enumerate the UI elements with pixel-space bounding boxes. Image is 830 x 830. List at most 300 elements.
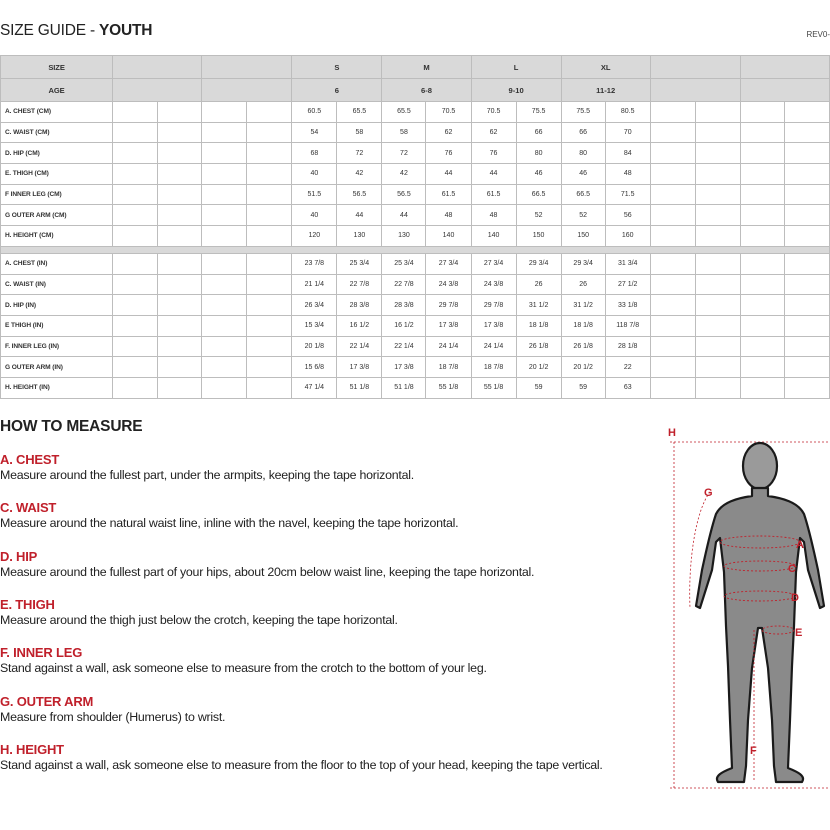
empty-cell xyxy=(784,143,829,164)
value-cell: 20 1/2 xyxy=(516,357,561,378)
empty-cell xyxy=(650,143,695,164)
measure-title: G. OUTER ARM xyxy=(0,693,94,709)
value-cell: 71.5 xyxy=(605,184,650,205)
measure-description: Measure around the fullest part, under the armpits, keeping the tape horizontal. xyxy=(0,468,414,482)
value-cell: 59 xyxy=(516,377,561,398)
value-cell: 29 3/4 xyxy=(516,253,561,274)
empty-cell xyxy=(113,143,158,164)
empty-cell xyxy=(113,377,158,398)
empty-cell xyxy=(247,357,292,378)
value-cell: 28 1/8 xyxy=(605,336,650,357)
value-cell: 18 1/8 xyxy=(561,315,605,336)
empty-cell xyxy=(695,164,740,185)
value-cell: 25 3/4 xyxy=(382,253,426,274)
age-header-cell: 9-10 xyxy=(471,79,561,102)
value-cell: 63 xyxy=(605,377,650,398)
value-cell: 66.5 xyxy=(516,184,561,205)
row-label: G OUTER ARM (IN) xyxy=(1,357,113,378)
empty-cell xyxy=(158,357,202,378)
empty-cell xyxy=(784,164,829,185)
value-cell: 150 xyxy=(561,226,605,247)
empty-cell xyxy=(158,102,202,123)
measure-title: A. CHEST xyxy=(0,452,60,467)
empty-cell xyxy=(202,226,247,247)
empty-cell xyxy=(158,184,202,205)
value-cell: 52 xyxy=(561,205,605,226)
age-header-cell: 6 xyxy=(292,79,382,102)
age-header-cell: 6-8 xyxy=(382,79,471,102)
table-row xyxy=(1,336,830,357)
empty-cell xyxy=(740,295,784,316)
empty-header-cell xyxy=(650,79,740,102)
row-label: H. HEIGHT (CM) xyxy=(1,226,113,247)
measure-title: H. HEIGHT xyxy=(0,741,64,757)
row-label: A. CHEST (IN) xyxy=(1,253,113,274)
value-cell: 29 3/4 xyxy=(561,253,605,274)
value-cell: 118 7/8 xyxy=(605,315,650,336)
value-cell: 46 xyxy=(516,164,561,185)
empty-cell xyxy=(247,164,292,185)
table-row xyxy=(1,274,830,295)
empty-cell xyxy=(695,205,740,226)
empty-header-cell xyxy=(113,56,202,79)
empty-cell xyxy=(158,336,202,357)
measure-title: E. THIGH xyxy=(0,596,55,612)
empty-cell xyxy=(158,143,202,164)
body-diagram-svg xyxy=(660,420,830,800)
empty-cell xyxy=(695,336,740,357)
value-cell: 65.5 xyxy=(382,102,426,123)
empty-cell xyxy=(158,226,202,247)
row-label: E. THIGH (CM) xyxy=(1,164,113,185)
value-cell: 68 xyxy=(292,143,337,164)
empty-cell xyxy=(740,336,784,357)
empty-cell xyxy=(113,274,158,295)
row-label: F INNER LEG (CM) xyxy=(1,184,113,205)
value-cell: 75.5 xyxy=(516,102,561,123)
measure-title: C. WAIST xyxy=(0,500,57,516)
empty-cell xyxy=(247,205,292,226)
empty-cell xyxy=(740,164,784,185)
empty-cell xyxy=(202,336,247,357)
empty-cell xyxy=(113,336,158,357)
empty-cell xyxy=(650,315,695,336)
empty-cell xyxy=(650,205,695,226)
value-cell: 51 1/8 xyxy=(382,377,426,398)
value-cell: 66.5 xyxy=(561,184,605,205)
value-cell: 160 xyxy=(605,226,650,247)
size-header-cell: L xyxy=(471,56,561,79)
empty-header-cell xyxy=(202,56,292,79)
table-row xyxy=(1,226,830,247)
value-cell: 55 1/8 xyxy=(471,377,516,398)
value-cell: 51.5 xyxy=(292,184,337,205)
value-cell: 20 1/2 xyxy=(561,357,605,378)
empty-header-cell xyxy=(740,56,829,79)
empty-cell xyxy=(247,295,292,316)
empty-cell xyxy=(247,253,292,274)
marker-d: D xyxy=(791,592,799,604)
row-label: F. INNER LEG (IN) xyxy=(1,336,113,357)
value-cell: 47 1/4 xyxy=(292,377,337,398)
empty-cell xyxy=(784,315,829,336)
empty-cell xyxy=(650,295,695,316)
empty-cell xyxy=(650,253,695,274)
table-row xyxy=(1,253,830,274)
value-cell: 42 xyxy=(337,164,382,185)
title-prefix: SIZE GUIDE - xyxy=(0,22,100,39)
row-label: G OUTER ARM (CM) xyxy=(1,205,113,226)
value-cell: 58 xyxy=(382,122,426,143)
value-cell: 22 7/8 xyxy=(382,274,426,295)
value-cell: 26 3/4 xyxy=(292,295,337,316)
table-row xyxy=(1,102,830,123)
empty-cell xyxy=(158,253,202,274)
empty-cell xyxy=(695,102,740,123)
value-cell: 21 1/4 xyxy=(292,274,337,295)
marker-c: C xyxy=(788,563,796,575)
empty-cell xyxy=(113,226,158,247)
value-cell: 31 1/2 xyxy=(561,295,605,316)
empty-cell xyxy=(784,184,829,205)
marker-f: F xyxy=(750,745,757,757)
empty-header-cell xyxy=(650,56,740,79)
row-label: C. WAIST (IN) xyxy=(1,274,113,295)
value-cell: 16 1/2 xyxy=(382,315,426,336)
empty-cell xyxy=(784,295,829,316)
empty-cell xyxy=(695,357,740,378)
empty-cell xyxy=(247,226,292,247)
figure-silhouette xyxy=(696,443,824,782)
age-header-cell: 11-12 xyxy=(561,79,650,102)
value-cell: 29 7/8 xyxy=(426,295,471,316)
measure-description: Measure around the thigh just below the crotch, keeping the tape horizontal. xyxy=(0,612,398,627)
empty-cell xyxy=(202,357,247,378)
empty-cell xyxy=(247,315,292,336)
empty-cell xyxy=(202,184,247,205)
title-category: YOUTH xyxy=(99,22,153,39)
value-cell: 22 xyxy=(605,357,650,378)
measure-description: Measure around the natural waist line, inline with the navel, keeping the tape horizontal. xyxy=(0,516,459,531)
value-cell: 33 1/8 xyxy=(605,295,650,316)
empty-cell xyxy=(113,253,158,274)
empty-cell xyxy=(650,122,695,143)
value-cell: 56.5 xyxy=(337,184,382,205)
value-cell: 26 xyxy=(561,274,605,295)
empty-cell xyxy=(202,122,247,143)
value-cell: 26 1/8 xyxy=(561,336,605,357)
value-cell: 62 xyxy=(426,122,471,143)
value-cell: 56 xyxy=(605,205,650,226)
table-row xyxy=(1,205,830,226)
empty-cell xyxy=(113,102,158,123)
empty-cell xyxy=(695,184,740,205)
value-cell: 84 xyxy=(605,143,650,164)
table-separator xyxy=(1,246,830,253)
empty-cell xyxy=(740,274,784,295)
empty-cell xyxy=(158,205,202,226)
value-cell: 17 3/8 xyxy=(382,357,426,378)
value-cell: 28 3/8 xyxy=(337,295,382,316)
empty-cell xyxy=(202,253,247,274)
value-cell: 15 6/8 xyxy=(292,357,337,378)
empty-cell xyxy=(247,274,292,295)
value-cell: 54 xyxy=(292,122,337,143)
empty-cell xyxy=(740,315,784,336)
value-cell: 40 xyxy=(292,164,337,185)
value-cell: 44 xyxy=(426,164,471,185)
size-header-cell: S xyxy=(292,56,382,79)
page-title xyxy=(0,22,152,40)
value-cell: 42 xyxy=(382,164,426,185)
value-cell: 18 7/8 xyxy=(471,357,516,378)
empty-cell xyxy=(784,205,829,226)
empty-cell xyxy=(740,184,784,205)
figure-head xyxy=(743,443,777,489)
value-cell: 18 7/8 xyxy=(426,357,471,378)
empty-cell xyxy=(784,336,829,357)
value-cell: 44 xyxy=(471,164,516,185)
value-cell: 20 1/8 xyxy=(292,336,337,357)
value-cell: 44 xyxy=(382,205,426,226)
row-label: D. HIP (CM) xyxy=(1,143,113,164)
row-label: H. HEIGHT (IN) xyxy=(1,377,113,398)
value-cell: 70 xyxy=(605,122,650,143)
empty-cell xyxy=(113,122,158,143)
value-cell: 120 xyxy=(292,226,337,247)
empty-cell xyxy=(695,143,740,164)
value-cell: 48 xyxy=(426,205,471,226)
empty-cell xyxy=(740,357,784,378)
value-cell: 15 3/4 xyxy=(292,315,337,336)
value-cell: 16 1/2 xyxy=(337,315,382,336)
row-label: D. HIP (IN) xyxy=(1,295,113,316)
size-header-cell: M xyxy=(382,56,471,79)
empty-cell xyxy=(650,336,695,357)
empty-cell xyxy=(202,164,247,185)
empty-cell xyxy=(247,122,292,143)
value-cell: 80 xyxy=(561,143,605,164)
value-cell: 48 xyxy=(471,205,516,226)
value-cell: 60.5 xyxy=(292,102,337,123)
empty-cell xyxy=(740,122,784,143)
value-cell: 27 3/4 xyxy=(471,253,516,274)
row-label: C. WAIST (CM) xyxy=(1,122,113,143)
empty-cell xyxy=(740,253,784,274)
figure-body xyxy=(696,488,824,782)
empty-cell xyxy=(695,253,740,274)
size-table xyxy=(0,55,830,399)
value-cell: 80.5 xyxy=(605,102,650,123)
separator-cell xyxy=(1,246,830,253)
empty-header-cell xyxy=(202,79,292,102)
marker-a: A xyxy=(796,539,804,551)
empty-cell xyxy=(740,205,784,226)
empty-cell xyxy=(202,274,247,295)
empty-cell xyxy=(113,295,158,316)
value-cell: 56.5 xyxy=(382,184,426,205)
empty-cell xyxy=(247,102,292,123)
empty-cell xyxy=(113,184,158,205)
marker-e: E xyxy=(795,627,803,639)
empty-cell xyxy=(740,377,784,398)
empty-cell xyxy=(113,315,158,336)
empty-cell xyxy=(158,295,202,316)
empty-cell xyxy=(740,102,784,123)
marker-g: G xyxy=(704,487,713,499)
empty-cell xyxy=(650,184,695,205)
empty-cell xyxy=(202,315,247,336)
value-cell: 140 xyxy=(426,226,471,247)
value-cell: 55 1/8 xyxy=(426,377,471,398)
empty-cell xyxy=(650,164,695,185)
marker-h: H xyxy=(668,427,676,439)
empty-cell xyxy=(650,226,695,247)
value-cell: 58 xyxy=(337,122,382,143)
revision-code: REV0- xyxy=(806,30,830,39)
value-cell: 17 3/8 xyxy=(426,315,471,336)
table-row xyxy=(1,377,830,398)
value-cell: 17 3/8 xyxy=(337,357,382,378)
value-cell: 18 1/8 xyxy=(516,315,561,336)
row-label: A. CHEST (CM) xyxy=(1,102,113,123)
empty-cell xyxy=(650,357,695,378)
value-cell: 46 xyxy=(561,164,605,185)
value-cell: 26 xyxy=(516,274,561,295)
value-cell: 59 xyxy=(561,377,605,398)
empty-cell xyxy=(202,377,247,398)
empty-cell xyxy=(113,205,158,226)
empty-cell xyxy=(113,357,158,378)
measure-description: Measure around the fullest part of your hips, about 20cm below waist line, keeping the tape horizontal. xyxy=(0,564,535,579)
empty-cell xyxy=(695,122,740,143)
value-cell: 17 3/8 xyxy=(471,315,516,336)
value-cell: 70.5 xyxy=(471,102,516,123)
table-row xyxy=(1,295,830,316)
value-cell: 22 7/8 xyxy=(337,274,382,295)
empty-cell xyxy=(158,315,202,336)
value-cell: 66 xyxy=(561,122,605,143)
empty-cell xyxy=(740,226,784,247)
value-cell: 31 3/4 xyxy=(605,253,650,274)
row-label: E THIGH (IN) xyxy=(1,315,113,336)
value-cell: 27 1/2 xyxy=(605,274,650,295)
value-cell: 26 1/8 xyxy=(516,336,561,357)
measure-description: Stand against a wall, ask someone else to measure from the crotch to the bottom of your leg. xyxy=(0,661,487,676)
value-cell: 130 xyxy=(337,226,382,247)
value-cell: 75.5 xyxy=(561,102,605,123)
measure-description: Measure from shoulder (Humerus) to wrist. xyxy=(0,709,226,724)
value-cell: 65.5 xyxy=(337,102,382,123)
empty-cell xyxy=(695,377,740,398)
value-cell: 24 1/4 xyxy=(471,336,516,357)
value-cell: 76 xyxy=(471,143,516,164)
measure-description: Stand against a wall, ask someone else to measure from the floor to the top of your head, keeping the tape vertical. xyxy=(0,757,603,772)
value-cell: 150 xyxy=(516,226,561,247)
value-cell: 61.5 xyxy=(426,184,471,205)
empty-cell xyxy=(784,122,829,143)
empty-cell xyxy=(247,377,292,398)
value-cell: 25 3/4 xyxy=(337,253,382,274)
value-cell: 48 xyxy=(605,164,650,185)
table-row xyxy=(1,143,830,164)
size-header-row xyxy=(1,56,830,79)
value-cell: 24 3/8 xyxy=(471,274,516,295)
measure-title: D. HIP xyxy=(0,548,38,564)
empty-cell xyxy=(784,226,829,247)
value-cell: 24 3/8 xyxy=(426,274,471,295)
value-cell: 27 3/4 xyxy=(426,253,471,274)
table-row xyxy=(1,184,830,205)
value-cell: 40 xyxy=(292,205,337,226)
empty-cell xyxy=(695,315,740,336)
table-row xyxy=(1,164,830,185)
empty-cell xyxy=(784,357,829,378)
empty-cell xyxy=(158,164,202,185)
value-cell: 62 xyxy=(471,122,516,143)
empty-cell xyxy=(695,226,740,247)
size-header-cell: XL xyxy=(561,56,650,79)
empty-cell xyxy=(650,102,695,123)
empty-cell xyxy=(158,122,202,143)
empty-cell xyxy=(202,205,247,226)
how-to-heading: HOW TO MEASURE xyxy=(0,418,143,435)
value-cell: 29 7/8 xyxy=(471,295,516,316)
empty-header-cell xyxy=(740,79,829,102)
size-header-label: SIZE xyxy=(1,56,113,79)
table-row xyxy=(1,122,830,143)
age-header-label: AGE xyxy=(1,79,113,102)
empty-cell xyxy=(784,102,829,123)
empty-cell xyxy=(784,377,829,398)
empty-cell xyxy=(784,253,829,274)
value-cell: 72 xyxy=(382,143,426,164)
empty-header-cell xyxy=(113,79,202,102)
value-cell: 61.5 xyxy=(471,184,516,205)
empty-cell xyxy=(247,143,292,164)
value-cell: 44 xyxy=(337,205,382,226)
body-diagram xyxy=(660,420,830,800)
empty-cell xyxy=(740,143,784,164)
empty-cell xyxy=(202,295,247,316)
value-cell: 28 3/8 xyxy=(382,295,426,316)
value-cell: 72 xyxy=(337,143,382,164)
table-row xyxy=(1,357,830,378)
empty-cell xyxy=(650,274,695,295)
empty-cell xyxy=(695,295,740,316)
value-cell: 22 1/4 xyxy=(337,336,382,357)
value-cell: 23 7/8 xyxy=(292,253,337,274)
value-cell: 31 1/2 xyxy=(516,295,561,316)
value-cell: 140 xyxy=(471,226,516,247)
empty-cell xyxy=(113,164,158,185)
empty-cell xyxy=(202,143,247,164)
table-row xyxy=(1,315,830,336)
empty-cell xyxy=(202,102,247,123)
empty-cell xyxy=(247,336,292,357)
empty-cell xyxy=(158,377,202,398)
value-cell: 66 xyxy=(516,122,561,143)
empty-cell xyxy=(650,377,695,398)
value-cell: 76 xyxy=(426,143,471,164)
measure-title: F. INNER LEG xyxy=(0,645,83,661)
value-cell: 52 xyxy=(516,205,561,226)
empty-cell xyxy=(247,184,292,205)
value-cell: 51 1/8 xyxy=(337,377,382,398)
value-cell: 130 xyxy=(382,226,426,247)
value-cell: 80 xyxy=(516,143,561,164)
empty-cell xyxy=(695,274,740,295)
